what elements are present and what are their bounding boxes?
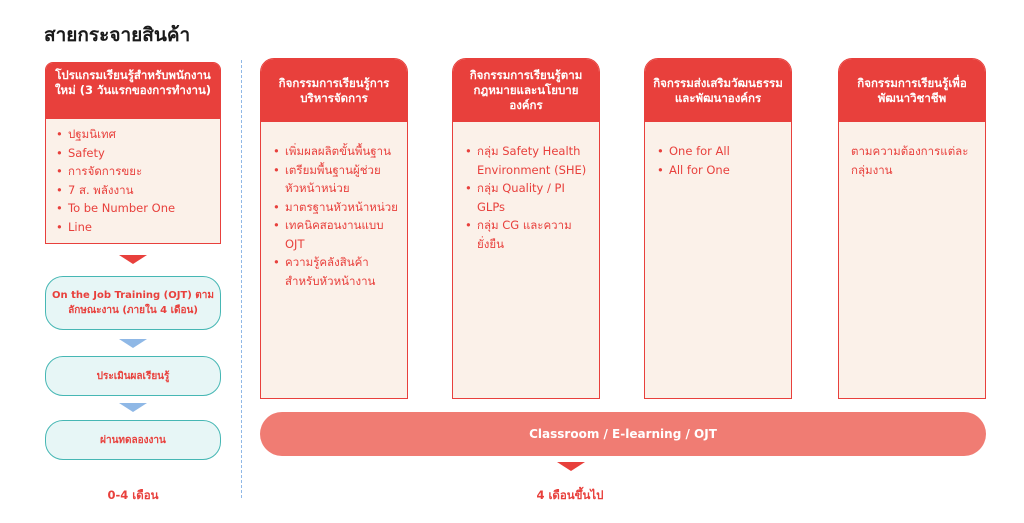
- activity-heading: กิจกรรมการเรียนรู้ตามกฎหมายและนโยบายองค์กร: [453, 59, 599, 122]
- list-item: • เตรียมพื้นฐานผู้ช่วยหัวหน้าหน่วย: [273, 161, 403, 198]
- activity-heading: กิจกรรมการเรียนรู้การบริหารจัดการ: [261, 59, 407, 122]
- list-item: • Line: [56, 218, 220, 237]
- list-item: • ความรู้คลังสินค้าสำหรับหัวหน้างาน: [273, 253, 403, 290]
- activity-list: [261, 122, 407, 290]
- list-item: • ปฐมนิเทศ: [56, 125, 220, 144]
- list-item: • กลุ่ม CG และความยั่งยืน: [465, 216, 595, 253]
- new-employee-program-list: [46, 119, 220, 236]
- list-item: • One for All: [657, 142, 787, 161]
- arrow-down-icon: [119, 255, 147, 264]
- learning-methods-bar: Classroom / E-learning / OJT: [260, 412, 986, 456]
- arrow-down-icon: [119, 403, 147, 412]
- activity-card-culture: [644, 58, 792, 399]
- list-item: • กลุ่ม Quality / PI GLPs: [465, 179, 595, 216]
- activity-heading: กิจกรรมส่งเสริมวัฒนธรรมและพัฒนาองค์กร: [645, 59, 791, 122]
- arrow-down-icon: [557, 462, 585, 471]
- list-item: • เทคนิคสอนงานแบบ OJT: [273, 216, 403, 253]
- page-title: สายกระจายสินค้า: [44, 24, 191, 46]
- step-probation-pass: ผ่านทดลองงาน: [45, 420, 221, 460]
- list-item: • 7 ส. พลังงาน: [56, 181, 220, 200]
- section-divider: [241, 60, 242, 498]
- activity-card-management: [260, 58, 408, 399]
- list-item: • To be Number One: [56, 199, 220, 218]
- new-employee-program-card: [45, 62, 221, 244]
- activity-list: [453, 122, 599, 253]
- list-item: • มาตรฐานหัวหน้าหน่วย: [273, 198, 403, 217]
- arrow-down-icon: [119, 339, 147, 348]
- right-duration-label: 4 เดือนขึ้นไป: [536, 488, 604, 502]
- activity-heading: กิจกรรมการเรียนรู้เพื่อพัฒนาวิชาชีพ: [839, 59, 985, 122]
- activity-text: ตามความต้องการแต่ละกลุ่มงาน: [851, 144, 969, 177]
- left-duration-label: 0-4 เดือน: [107, 488, 159, 502]
- activity-list: [645, 122, 791, 179]
- list-item: • Safety: [56, 144, 220, 163]
- activity-card-professional: [838, 58, 986, 399]
- list-item: • All for One: [657, 161, 787, 180]
- list-item: • กลุ่ม Safety Health Environment (SHE): [465, 142, 595, 179]
- step-ojt: On the Job Training (OJT) ตามลักษณะงาน (ภายใน 4 เดือน): [45, 276, 221, 330]
- step-evaluation: ประเมินผลเรียนรู้: [45, 356, 221, 396]
- new-employee-program-heading: โปรแกรมเรียนรู้สำหรับพนักงานใหม่ (3 วันแรกของการทำงาน): [46, 63, 220, 119]
- list-item: • เพิ่มผลผลิตขั้นพื้นฐาน: [273, 142, 403, 161]
- list-item: • การจัดการขยะ: [56, 162, 220, 181]
- activity-card-law-policy: [452, 58, 600, 399]
